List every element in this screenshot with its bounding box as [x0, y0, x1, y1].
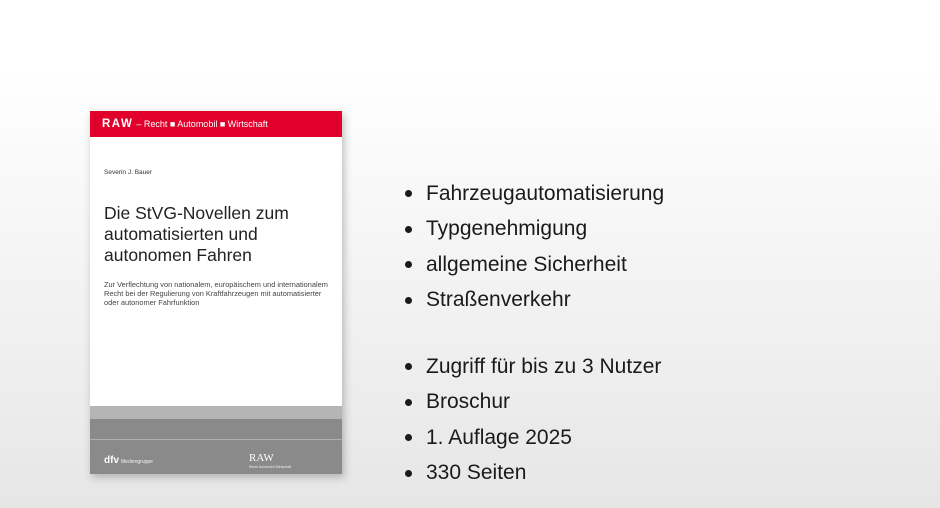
feature-item — [405, 349, 664, 385]
feature-item — [405, 385, 664, 421]
dfv-logo-sub: Mediengruppe — [121, 459, 153, 465]
feature-item — [405, 176, 664, 212]
bullet-icon — [405, 226, 412, 233]
feature-item — [405, 420, 664, 456]
feature-item — [405, 283, 664, 319]
bullet-icon — [405, 261, 412, 268]
dfv-logo-mark: dfv — [104, 455, 119, 466]
feature-item — [405, 212, 664, 248]
dfv-logo — [104, 455, 153, 466]
bullet-icon — [405, 190, 412, 197]
raw-logo-tag: Recht Automobil Wirtschaft — [249, 465, 292, 469]
bullet-icon — [405, 399, 412, 406]
footer-divider — [90, 439, 342, 440]
feature-label: Fahrzeugautomatisierung — [426, 181, 665, 205]
book-title: Die StVG-Novellen zum automatisierten und autonomen Fahren — [104, 203, 289, 265]
series-raw-label: RAW — [102, 118, 134, 130]
feature-label: Straßenverkehr — [426, 288, 571, 312]
bullet-icon — [405, 470, 412, 477]
feature-list — [405, 176, 664, 491]
bullet-icon — [405, 363, 412, 370]
raw-logo-mark: RAW — [249, 452, 274, 464]
feature-label: 1. Auflage 2025 — [426, 425, 572, 449]
feature-label: Broschur — [426, 390, 511, 414]
feature-label: 330 Seiten — [426, 461, 527, 485]
feature-label: Typgenehmigung — [426, 217, 588, 241]
raw-logo — [249, 452, 291, 469]
feature-item — [405, 247, 664, 283]
book-subtitle: Zur Verflechtung von nationalem, europäischem und internationalem Recht bei der Regulierung von Kraftfahrzeugen mit automatisierter oder autonomer Fahrfunktion — [104, 280, 328, 308]
cover-grey-band — [90, 406, 342, 419]
bullet-icon — [405, 297, 412, 304]
cover-footer — [90, 419, 342, 474]
series-label: – Recht ■ Automobil ■ Wirtschaft — [136, 119, 268, 129]
series-band — [90, 111, 342, 137]
bullet-icon — [405, 434, 412, 441]
feature-label: allgemeine Sicherheit — [426, 252, 627, 276]
feature-label: Zugriff für bis zu 3 Nutzer — [426, 354, 662, 378]
book-cover — [90, 111, 342, 474]
book-author: Severin J. Bauer — [104, 169, 153, 176]
feature-item — [405, 456, 664, 492]
